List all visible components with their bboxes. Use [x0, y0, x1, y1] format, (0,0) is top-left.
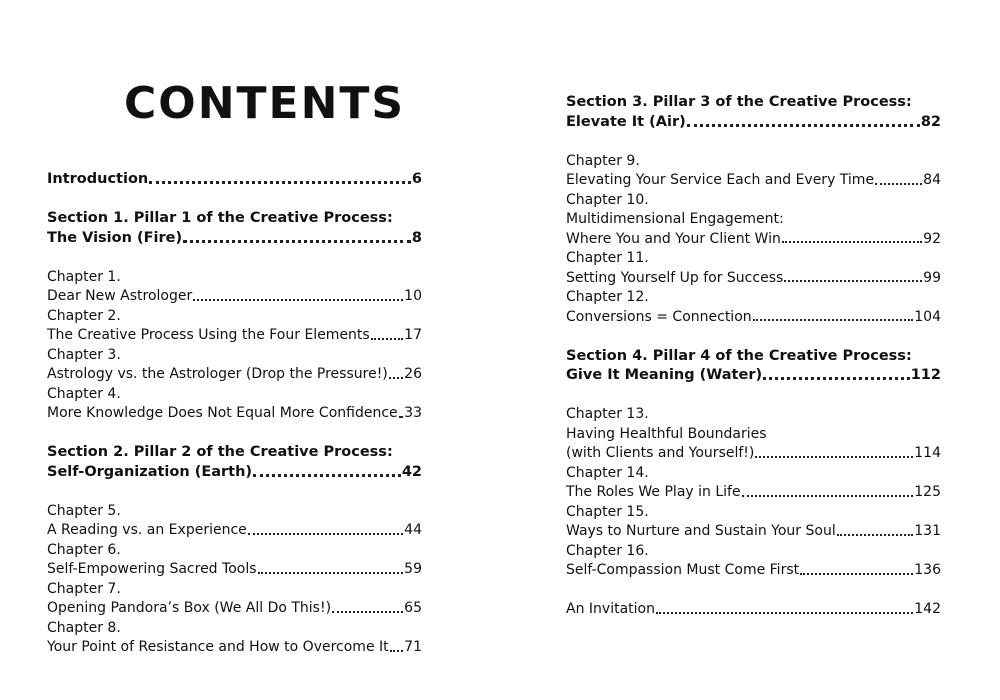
entry-title: Dear New Astrologer — [47, 288, 193, 304]
leader-dots — [753, 319, 914, 321]
entry-page: 92 — [923, 230, 941, 247]
chapter-label: Chapter 13. — [566, 406, 649, 422]
chapter-label: Chapter 8. — [47, 619, 121, 636]
chapter-label: Chapter 10. — [566, 191, 649, 208]
chapter-label: Chapter 9. — [566, 152, 640, 169]
leader-dots — [253, 474, 401, 477]
entry-title-line: Having Healthful Boundaries — [566, 425, 767, 442]
entry-page: 142 — [914, 601, 941, 617]
leader-dots — [800, 573, 913, 575]
leader-dots — [784, 280, 922, 282]
toc-entry-chapter-7[interactable] — [47, 599, 422, 619]
leader-dots — [149, 181, 411, 184]
toc-entry-chapter-5[interactable] — [47, 521, 422, 541]
entry-page: 112 — [910, 367, 941, 383]
entry-title-line: Multidimensional Engagement: — [566, 211, 784, 227]
entry-title: The Vision (Fire) — [47, 229, 183, 246]
toc-entry-chapter-6[interactable] — [47, 560, 422, 580]
entry-page: 125 — [914, 484, 941, 500]
chapter-label: Chapter 1. — [47, 268, 121, 285]
chapter-label: Chapter 6. — [47, 541, 121, 558]
leader-dots — [389, 377, 403, 379]
section-heading-4: Section 4. Pillar 4 of the Creative Process: — [566, 347, 912, 364]
leader-dots — [755, 456, 913, 458]
entry-title: The Creative Process Using the Four Elements — [47, 327, 370, 343]
leader-dots — [390, 650, 404, 652]
entry-page: 6 — [411, 171, 422, 187]
leader-dots — [656, 612, 913, 614]
entry-title: Ways to Nurture and Sustain Your Soul — [566, 523, 836, 539]
toc-entry-introduction[interactable] — [47, 170, 422, 190]
chapter-label: Chapter 2. — [47, 307, 121, 324]
leader-dots — [248, 533, 403, 535]
entry-title: Setting Yourself Up for Success — [566, 269, 784, 286]
entry-page: 44 — [404, 522, 422, 538]
leader-dots — [371, 338, 403, 340]
entry-page: 114 — [914, 445, 941, 461]
chapter-label: Chapter 4. — [47, 385, 121, 402]
chapter-label: Chapter 14. — [566, 464, 649, 481]
toc-entry-chapter-12[interactable] — [566, 308, 941, 328]
entry-page: 10 — [404, 288, 422, 304]
entry-title: A Reading vs. an Experience — [47, 522, 247, 538]
entry-title: Give It Meaning (Water) — [566, 367, 763, 383]
toc-entry-section-2[interactable] — [47, 463, 422, 483]
toc-entry-chapter-4[interactable] — [47, 404, 422, 424]
toc-entry-section-3[interactable] — [566, 113, 941, 133]
toc-entry-chapter-2[interactable] — [47, 326, 422, 346]
section-heading-1: Section 1. Pillar 1 of the Creative Process: — [47, 210, 393, 226]
chapter-label: Chapter 3. — [47, 346, 121, 363]
entry-title: Self-Empowering Sacred Tools — [47, 561, 257, 577]
leader-dots — [258, 572, 404, 574]
entry-page: 65 — [404, 600, 422, 616]
entry-page: 33 — [404, 405, 422, 421]
toc-entry-invitation[interactable] — [566, 600, 941, 620]
toc-entry-chapter-1[interactable] — [47, 287, 422, 307]
toc-entry-chapter-9[interactable] — [566, 171, 941, 191]
chapter-label: Chapter 5. — [47, 502, 121, 519]
toc-entry-chapter-16[interactable] — [566, 561, 941, 581]
chapter-label: Chapter 15. — [566, 503, 649, 520]
entry-title: Elevating Your Service Each and Every Time — [566, 172, 875, 188]
toc-entry-chapter-11[interactable] — [566, 269, 941, 289]
contents-heading: CONTENTS — [124, 78, 406, 129]
chapter-label: Chapter 11. — [566, 250, 649, 266]
entry-title: Astrology vs. the Astrologer (Drop the Pressure!) — [47, 366, 388, 382]
entry-page: 104 — [914, 308, 941, 325]
entry-page: 42 — [401, 463, 422, 480]
entry-page: 71 — [404, 639, 422, 655]
toc-entry-chapter-3[interactable] — [47, 365, 422, 385]
entry-title: Conversions = Connection — [566, 308, 752, 325]
leader-dots — [399, 416, 404, 418]
entry-title: (with Clients and Yourself!) — [566, 445, 755, 461]
entry-page: 136 — [914, 562, 941, 578]
section-heading-3: Section 3. Pillar 3 of the Creative Process: — [566, 94, 912, 110]
toc-entry-chapter-10[interactable] — [566, 230, 941, 250]
toc-right-column — [566, 93, 941, 620]
leader-dots — [837, 534, 914, 536]
chapter-label: Chapter 16. — [566, 542, 649, 559]
chapter-label: Chapter 12. — [566, 289, 649, 305]
leader-dots — [193, 299, 403, 301]
entry-page: 99 — [923, 269, 941, 286]
entry-title: Introduction — [47, 171, 149, 187]
leader-dots — [687, 124, 920, 127]
toc-entry-section-4[interactable] — [566, 366, 941, 386]
entry-title: More Knowledge Does Not Equal More Confidence — [47, 405, 398, 421]
leader-dots — [782, 241, 922, 243]
toc-entry-chapter-8[interactable] — [47, 638, 422, 658]
toc-entry-chapter-14[interactable] — [566, 483, 941, 503]
leader-dots — [332, 611, 403, 613]
chapter-label: Chapter 7. — [47, 580, 121, 597]
leader-dots — [875, 183, 922, 185]
entry-title: Opening Pandora’s Box (We All Do This!) — [47, 600, 332, 616]
toc-left-column — [47, 170, 422, 658]
entry-title: Your Point of Resistance and How to Overcome It — [47, 639, 389, 655]
leader-dots — [742, 495, 914, 497]
toc-entry-chapter-15[interactable] — [566, 522, 941, 542]
entry-page: 82 — [920, 113, 941, 130]
entry-title: Self-Compassion Must Come First — [566, 562, 800, 578]
toc-entry-section-1[interactable] — [47, 229, 422, 249]
entry-title: The Roles We Play in Life — [566, 484, 741, 500]
leader-dots — [183, 240, 411, 243]
leader-dots — [763, 377, 910, 380]
section-heading-2: Section 2. Pillar 2 of the Creative Process: — [47, 444, 393, 460]
entry-page: 26 — [404, 366, 422, 382]
entry-page: 59 — [404, 561, 422, 577]
toc-entry-chapter-13[interactable] — [566, 444, 941, 464]
entry-title: Where You and Your Client Win — [566, 230, 781, 247]
entry-title: Self-Organization (Earth) — [47, 463, 253, 480]
entry-page: 84 — [923, 172, 941, 188]
entry-title: An Invitation — [566, 601, 655, 617]
entry-page: 131 — [914, 523, 941, 539]
entry-title: Elevate It (Air) — [566, 113, 686, 130]
entry-page: 17 — [404, 327, 422, 343]
entry-page: 8 — [411, 229, 422, 246]
